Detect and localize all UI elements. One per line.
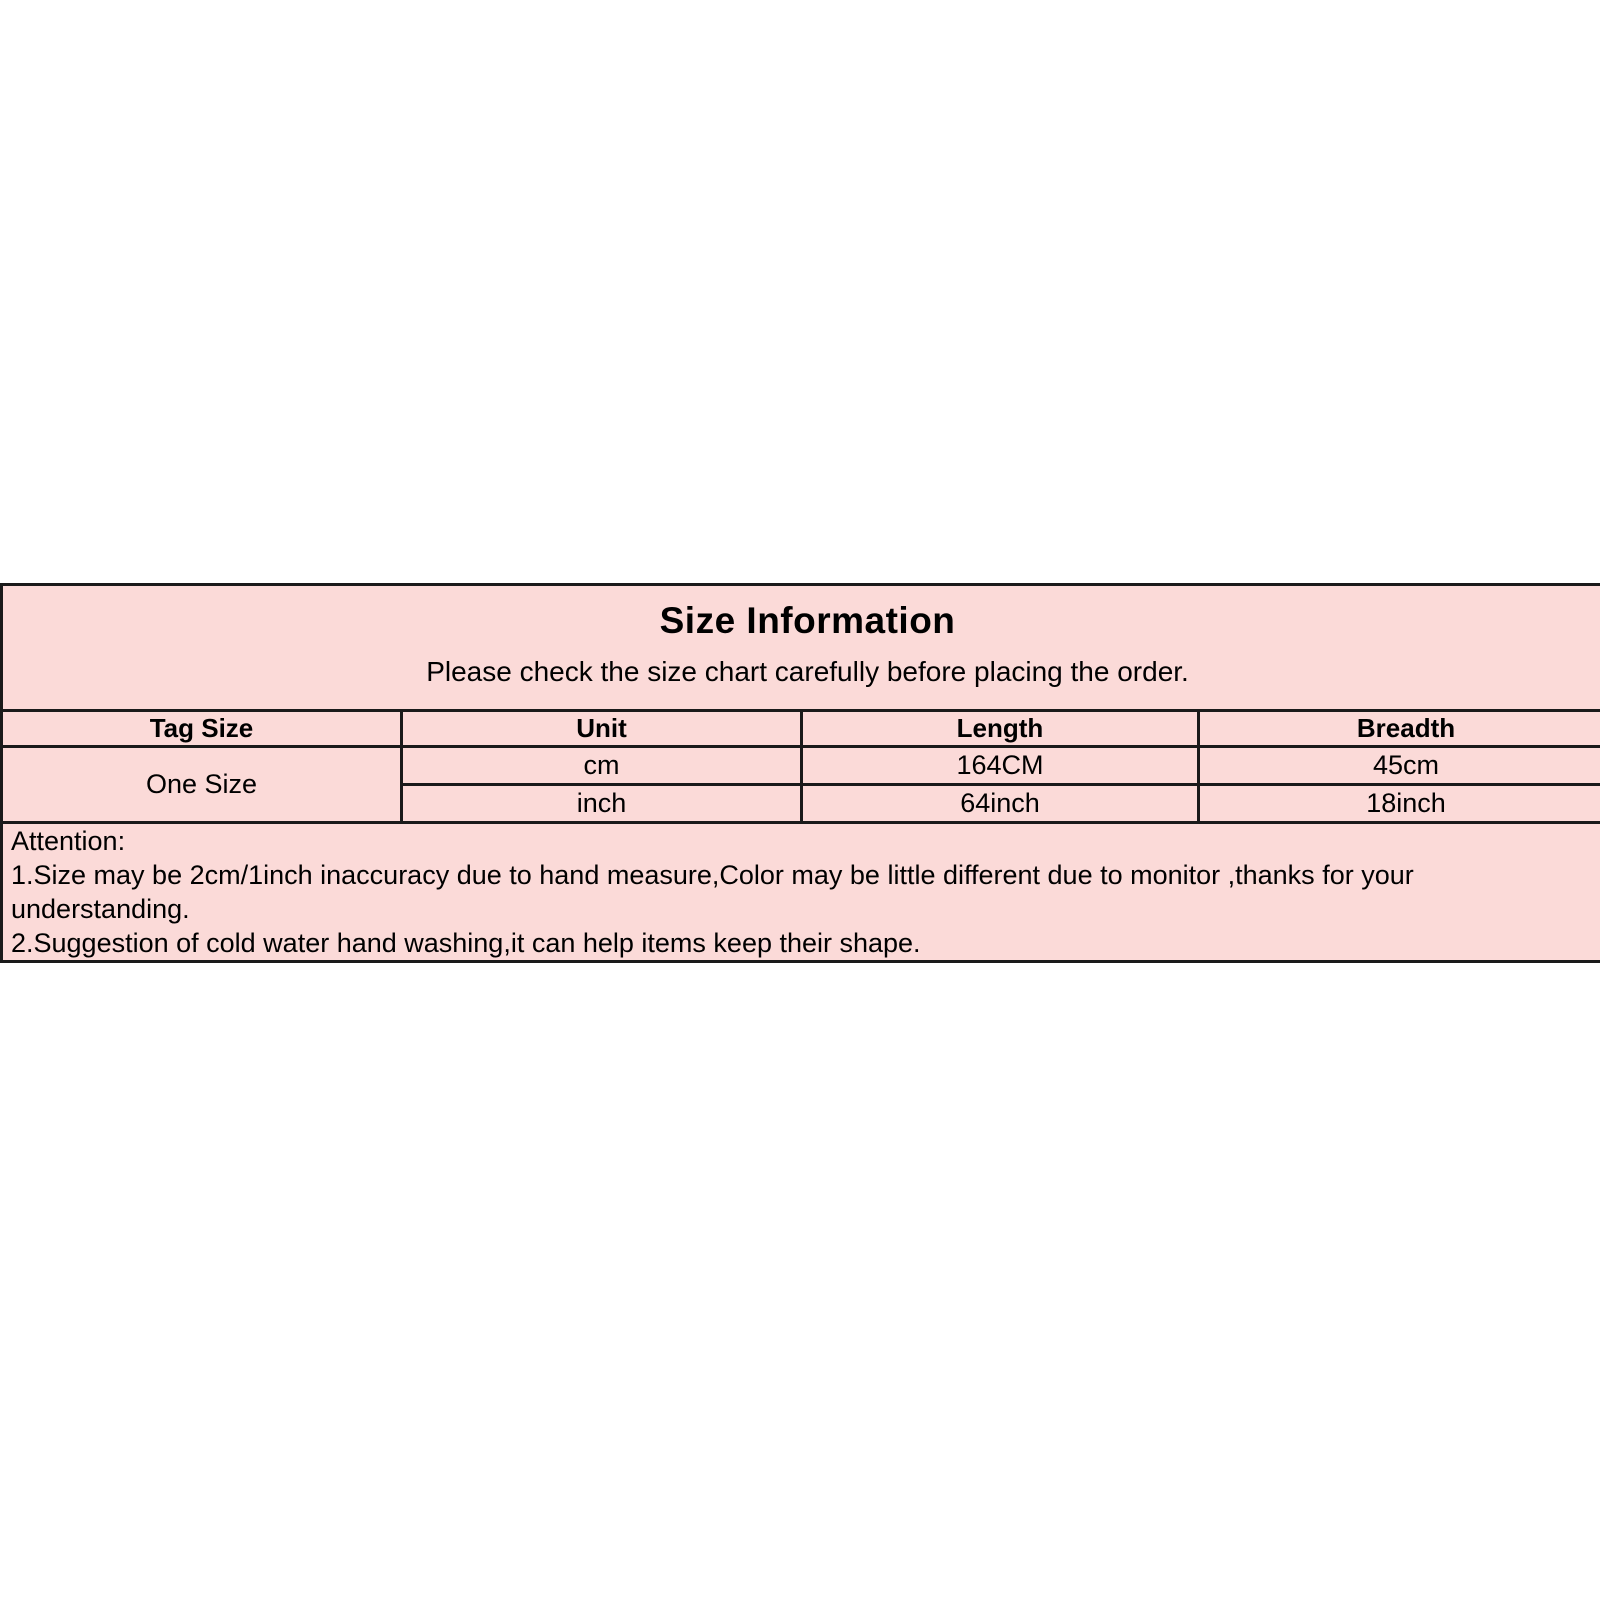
attention-row: [2, 823, 1600, 962]
attention-label: Attention:: [11, 826, 126, 856]
unit-cm-cell: cm: [402, 747, 802, 785]
table-row-cm: [2, 747, 1600, 785]
column-header-length: Length: [802, 711, 1199, 747]
breadth-cm-cell: 45cm: [1199, 747, 1600, 785]
caption-cell: [2, 585, 1600, 711]
table-header-row: [2, 711, 1600, 747]
size-chart-table-wrap: [0, 583, 1600, 963]
attention-note-1: 1.Size may be 2cm/1inch inaccuracy due to hand measure,Color may be little different due to monitor ,thanks for your: [11, 860, 1414, 890]
column-header-unit: Unit: [402, 711, 802, 747]
length-inch-cell: 64inch: [802, 785, 1199, 823]
attention-cell: [2, 823, 1600, 962]
page-title: Size Information: [659, 600, 956, 641]
caption-row: [2, 585, 1600, 711]
breadth-inch-cell: 18inch: [1199, 785, 1600, 823]
unit-inch-cell: inch: [402, 785, 802, 823]
tag-size-value: One Size: [2, 747, 402, 823]
attention-note-1-continued: understanding.: [11, 894, 190, 924]
column-header-tag-size: Tag Size: [2, 711, 402, 747]
attention-note-2: 2.Suggestion of cold water hand washing,it can help items keep their shape.: [11, 928, 921, 958]
size-chart-subtitle: Please check the size chart carefully before placing the order.: [426, 656, 1189, 687]
length-cm-cell: 164CM: [802, 747, 1199, 785]
size-chart-table: [0, 583, 1600, 963]
column-header-breadth: Breadth: [1199, 711, 1600, 747]
